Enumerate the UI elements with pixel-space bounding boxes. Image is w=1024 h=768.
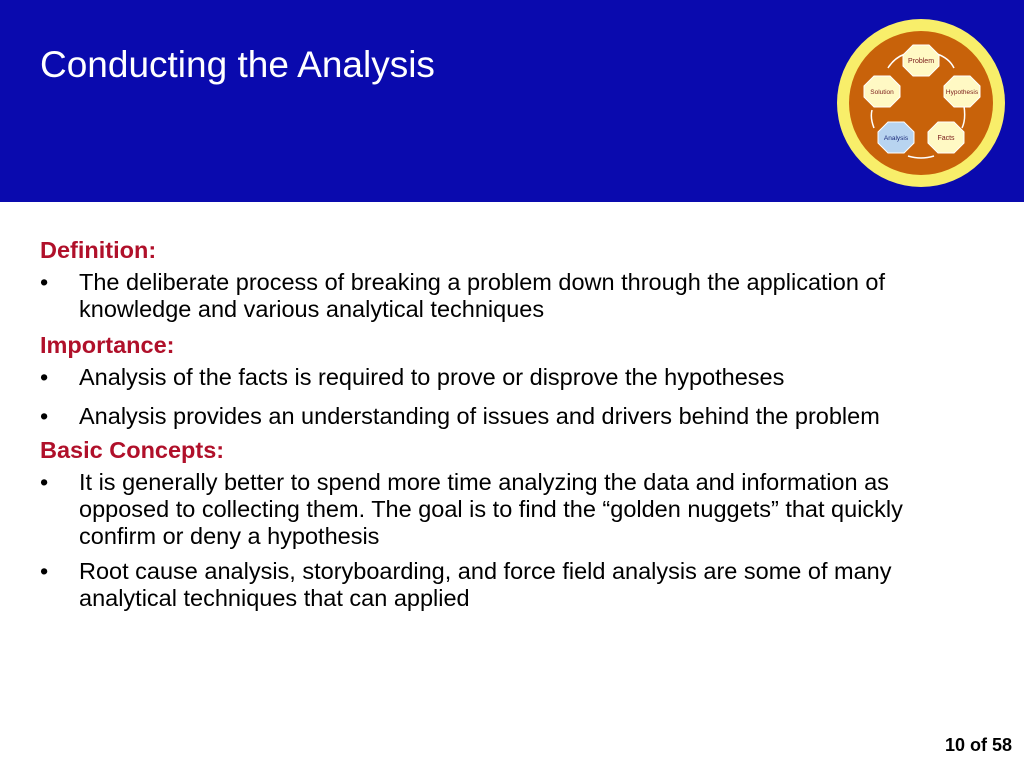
step-label: Problem — [907, 58, 935, 65]
step-problem — [903, 45, 939, 76]
section-heading-importance: Importance: — [40, 332, 175, 358]
slide-body — [40, 236, 980, 620]
page-indicator: 10 of 58 — [944, 735, 1012, 755]
bullet-icon: • — [40, 269, 49, 295]
bullet-icon: • — [40, 403, 49, 429]
bullet-item — [40, 399, 980, 434]
slide-title: Conducting the Analysis — [40, 44, 435, 85]
process-cycle-diagram — [836, 18, 1006, 188]
step-analysis — [878, 122, 914, 153]
bullet-text: Root cause analysis, storyboarding, and force field analysis are some of many analytical techniques that can applied — [79, 558, 892, 611]
step-label: Hypothesis — [945, 89, 979, 96]
bullet-text: Analysis provides an understanding of issues and drivers behind the problem — [79, 403, 880, 429]
bullet-item — [40, 558, 980, 612]
bullet-text: Analysis of the facts is required to prove or disprove the hypotheses — [79, 364, 785, 390]
section-heading-basic-concepts: Basic Concepts: — [40, 437, 225, 463]
step-solution — [864, 76, 900, 107]
section-heading-definition: Definition: — [40, 237, 157, 263]
bullet-item — [40, 269, 980, 323]
bullet-icon: • — [40, 558, 49, 584]
bullet-icon: • — [40, 469, 49, 495]
step-label: Facts — [937, 135, 955, 142]
bullet-item — [40, 364, 980, 391]
bullet-text: It is generally better to spend more time analyzing the data and information as opposed to collecting them. The goal is to find the “golden nuggets” that quickly confirm or deny a hypothesis — [79, 469, 903, 549]
step-hypothesis — [944, 76, 980, 107]
bullet-item — [40, 469, 980, 550]
bullet-icon: • — [40, 364, 49, 390]
bullet-text: The deliberate process of breaking a problem down through the application of knowledge and various analytical techniques — [79, 269, 886, 322]
step-facts — [928, 122, 964, 153]
step-label: Solution — [870, 89, 894, 96]
step-label: Analysis — [883, 135, 909, 142]
title-banner — [0, 0, 1024, 202]
